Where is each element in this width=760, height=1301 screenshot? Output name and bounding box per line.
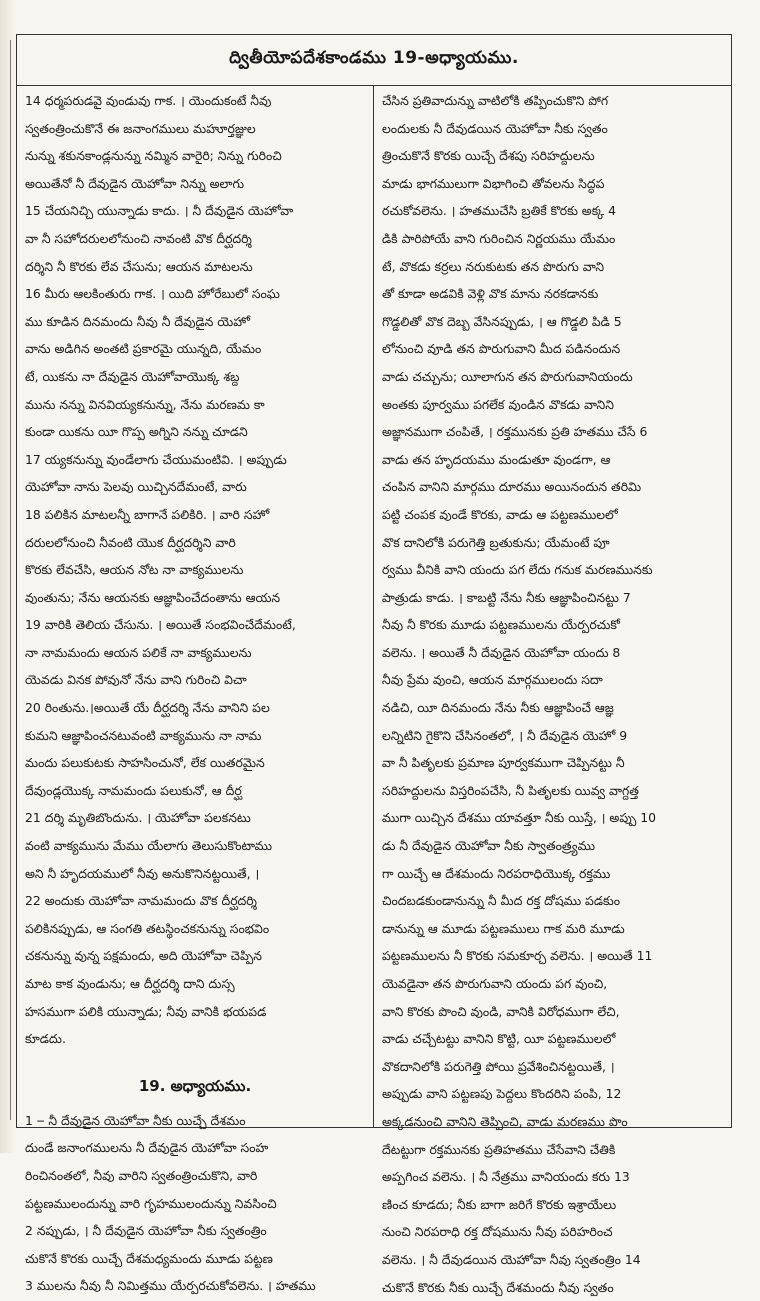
text-line: నీవు ప్రేమ వుంచి, ఆయన మార్గములందు సదా bbox=[382, 672, 603, 688]
text-line: లందులకు నీ దేవుడయిన యెహోవా నీకు స్వతం bbox=[382, 120, 608, 136]
text-line: నా నామమందు ఆయన పలికే నా వాక్యములను bbox=[25, 644, 252, 660]
text-line: మును నన్ను వినవియ్యకనున్ను, నేను మరణమ కా bbox=[25, 396, 265, 412]
text-line: లన్నిటిని గైకొని చేసినంతలో, । నీ దేవుడైన యెహో 9 bbox=[382, 727, 628, 743]
text-line: మాడు భాగములుగా విభాగించి తోవలను సిద్ధప bbox=[382, 175, 605, 191]
text-line: నడిచి, యీ దినమందు నేను నీకు ఆజ్ఞాపించే ఆజ్ఞ bbox=[382, 700, 614, 716]
text-line: 22 అందుకు యెహోవా నామమందు వొక దీర్ఘదర్శి bbox=[25, 893, 257, 909]
text-line: రించినంతలో, నీవు వారిని స్వతంత్రించుకొని, వారి bbox=[25, 1167, 258, 1183]
text-line: చంపిన వానిని మార్గము దూరము అయినందున తరిమి bbox=[382, 479, 642, 495]
text-line: వాను అడిగిన అంతటి ప్రకారమై యున్నది, యేమం bbox=[25, 341, 262, 357]
text-line: యెవడైనా తన పొరుగువాని యందు పగ వుంచి, bbox=[382, 976, 608, 991]
text-line: పట్టి చంపక వుండే కొరకు, వాడు ఆ పట్టణములలో bbox=[382, 506, 618, 522]
text-line: చుకొనే కొరకు నీకు యిచ్చే దేశమందు నీవు స్వతం bbox=[382, 1279, 614, 1295]
page-frame bbox=[16, 34, 732, 1295]
text-line: గా యిచ్చే ఆ దేశమందు నిరపరాధియొక్క రక్తము bbox=[382, 865, 611, 881]
text-line: వంటి వాక్యమును మేము యేలాగు తెలుసుకొంటాము bbox=[25, 838, 273, 854]
left-column bbox=[17, 85, 374, 1294]
text-line: 16 మీరు ఆలకింతురు గాక. । యిది హోరేబులో సంఘ bbox=[25, 286, 280, 302]
text-line: వలెను. । నీ దేవుడయిన యెహోవా నీవు స్వతంత్రిం 14 bbox=[382, 1251, 641, 1267]
text-line: మాట కాక వుండును; ఆ దీర్ఘదర్శి దాని దుస్స bbox=[25, 976, 235, 991]
text-line: మందు పలుకుటకు సాహసించునో, లేక యితరమైన bbox=[25, 755, 265, 771]
text-line: 14 ధర్మపరుడవై వుండువు గాక. । యెందుకంటే నీవు bbox=[25, 93, 272, 108]
text-line: నున్ను శకునకాండ్లనున్ను నమ్మిన వారైరి; నిన్ను గురించి bbox=[25, 148, 282, 164]
text-line: 1 ౼ నీ దేవుడైన యెహోవా నీకు యిచ్చే దేశమం bbox=[25, 1112, 246, 1128]
text-line: వుంతును; నేను ఆయనకు ఆజ్ఞాపించేదంతాను ఆయన bbox=[25, 589, 281, 605]
text-line: వాడు చచ్చును; యీలాగున తన పొరుగువానియందు bbox=[382, 368, 633, 384]
text-line: దర్శిని నీ కొరకు లేవ చేసును; ఆయన మాటలను bbox=[25, 258, 253, 274]
page-title: ద్వితీయోపదేశకాండము 19-అధ్యాయము. bbox=[229, 48, 519, 68]
text-line: అంతకు పూర్వము పగలేక వుండిన వొకడు వానిని bbox=[382, 396, 614, 412]
page-header bbox=[17, 35, 731, 86]
text-line: ణించ కూడదు; నీకు బాగా జరిగే కొరకు ఇశ్రాయేలు bbox=[382, 1196, 617, 1212]
text-line: వొకదానిలోకి పరుగెత్తి పోయి ప్రవేశించినట్టయితే, । bbox=[382, 1058, 615, 1074]
text-line: దేవుండ్లయొక్క నామమందు పలుకునో, ఆ దీర్ఘ bbox=[25, 782, 242, 798]
text-line: అప్పుడు వాని పట్టణపు పెద్దలు కొందరిని పంపి, 12 bbox=[382, 1086, 622, 1102]
text-line: సరిహద్దులను విస్తరింపచేసి, నీ పితృలకు యివ్వ వాగ్దత్త bbox=[382, 782, 639, 798]
text-line: వాడు చచ్చేటట్టు వానిని కొట్టి, యీ పట్టణములలో bbox=[382, 1031, 616, 1047]
text-line: డానున్ను ఆ మూడు పట్టణములు గాక మరి మూడు bbox=[382, 920, 625, 936]
chapter-heading: 19. అధ్యాయము. bbox=[138, 1076, 252, 1095]
text-line: వా నీ సహోదరులలోనుంచి నావంటి వొక దీర్ఘదర్శి bbox=[25, 230, 252, 246]
text-line: వలెను. । అయితే నీ దేవుడైన యెహోవా యందు 8 bbox=[382, 644, 621, 660]
text-line: 17 య్యకనున్ను వుండేలాగు చేయుమంటివి. । అప్పుడు bbox=[25, 451, 287, 467]
text-line: పట్టణములందున్ను వారి గృహములందున్ను నివసించి bbox=[25, 1195, 277, 1211]
text-line: యెవడు వినక పోవునో నేను వాని గురించి విచా bbox=[25, 672, 247, 688]
text-line: వాని కొరకు పొంచి వుండి, వానికి విరోధముగా లేచి, bbox=[382, 1003, 620, 1019]
text-line: అప్పగించ వలెను. । నీ నేత్రము వానియందు కరు 13 bbox=[382, 1169, 630, 1185]
text-line: 3 ములను నీవు నీ నిమిత్తము యేర్పరచుకోవలెను. । హతము bbox=[25, 1278, 316, 1294]
text-line: వొక దానిలోకి పరుగెత్తి బ్రతుకును; యేమంటే పూ bbox=[382, 534, 610, 550]
text-line: వా నీ పితృలకు ప్రమాణ పూర్వకముగా చెప్పినట్టు నీ bbox=[382, 755, 625, 771]
text-columns bbox=[17, 85, 731, 1295]
text-line: పట్టణములను నీ కొరకు సమకూర్చ వలెను. । అయితే 11 bbox=[382, 948, 653, 964]
text-line: కూడదు. bbox=[25, 1031, 66, 1047]
text-line: దుండే జనాంగములను నీ దేవుడైన యెహోవా సంహ bbox=[25, 1140, 269, 1156]
text-line: యెహోవా నాను పెలవు యిచ్చినదేమంటే, వారు bbox=[25, 479, 247, 495]
page-left-edge bbox=[0, 0, 16, 1153]
text-line: నీవు నీ కొరకు మూడు పట్టణములను యేర్పరచుకో bbox=[382, 617, 620, 633]
text-line: టే, యికను నా దేవుడైన యెహోవాయొక్క శబ్ద bbox=[25, 368, 240, 384]
text-line: గొడ్డలితో వొక దెబ్బ వేసినప్పుడు, । ఆ గొడ్డలి పిడి 5 bbox=[382, 313, 622, 329]
text-line: లోనుంచి వూడి తన పొరుగువాని మీద పడినందున bbox=[382, 341, 621, 357]
text-line: అక్కడనుంచి వానిని తెప్పించి, వాడు మరణము పొం bbox=[382, 1113, 628, 1129]
text-line: కుమని ఆజ్ఞాపించనటువంటి వాక్యమును నా నామ bbox=[25, 727, 262, 743]
text-line: టే, వొకడు కర్రలు నరుకుటకు తన పొరుగు వాని bbox=[382, 258, 605, 274]
text-line: దేటట్టుగా రక్తమునకు ప్రతిహతము చేసేవాని చేతికి bbox=[382, 1141, 616, 1157]
text-line: చకనున్ను వున్న పక్షమందు, అది యెహోవా చెప్పిన bbox=[25, 948, 262, 964]
text-line: త్రించుకొనే కొరకు యిచ్చే దేశపు సరిహద్దులను bbox=[382, 148, 595, 164]
text-line: వాడు తన హృదయము మండుతూ వుండగా, ఆ bbox=[382, 451, 611, 467]
text-line: చేసిన ప్రతివాదున్ను వాటిలోకి తప్పించుకొని పోగ bbox=[382, 93, 609, 108]
text-line: చిందబడకుండానున్ను నీ మీద రక్త దోషము పడకుం bbox=[382, 893, 621, 909]
text-line: అని నీ హృదయములో నీవు అనుకొనినట్టయితే, । bbox=[25, 865, 260, 881]
text-line: చుకొనే కొరకు యిచ్చే దేశమధ్యమందు మూడు పట్టణ bbox=[25, 1250, 273, 1266]
text-line: అజ్ఞానముగా చంపితే, । రక్తమునకు ప్రతి హతము చేసే 6 bbox=[382, 424, 648, 440]
text-line: డికి పారిపోయే వాని గురించిన నిర్ణయము యేమం bbox=[382, 230, 616, 246]
text-line: అయితేనో నీ దేవుడైన యెహోవా నిన్ను అలాగు bbox=[25, 175, 245, 191]
text-line: ముగా యిచ్చిన దేశము యావత్తూ నీకు యిస్తే, । అప్పు 10 bbox=[382, 810, 656, 826]
text-line: 21 దర్శి మృతిబొందును. । యెహోవా పలకనటు bbox=[25, 810, 251, 826]
binding-margin-line bbox=[10, 40, 11, 1120]
text-line: కొరకు లేవచేసి, ఆయన నోట నా వాక్యములను bbox=[25, 562, 244, 578]
text-line: పలికినప్పుడు, ఆ సంగతి తటస్థించకనున్ను సంభవిం bbox=[25, 920, 270, 936]
text-line: ర్వము వీనికి వాని యందు పగ లేదు గనుక మరణమునకు bbox=[382, 562, 653, 578]
text-line: 15 చేయనిచ్చి యున్నాడు కాదు. । నీ దేవుడైన యెహోవా bbox=[25, 203, 294, 219]
text-line: రచుకోవలెను. । హతముచేసి బ్రతికే కొరకు అక్క 4 bbox=[382, 203, 616, 219]
text-line: తో కూడా అడవికి వెళ్లి వొక మాను నరకడానకు bbox=[382, 286, 599, 302]
right-column bbox=[374, 85, 731, 1295]
text-line: ము కూడిన దినమందు నీవు నీ దేవుడైన యెహో bbox=[25, 313, 250, 329]
text-line: డు నీ దేవుడైన యెహోవా నీకు స్వాతంత్ర్యము bbox=[382, 838, 596, 854]
text-line: 19 వారికి తెలియ చేసును. । అయితే సంభవించేదేమంటే, bbox=[25, 617, 296, 633]
text-line: హసముగా పలికి యున్నాడు; నీవు వానికి భయపడ bbox=[25, 1003, 267, 1019]
text-line: స్వతంత్రించుకొనే ఈ జనాంగములు మహూర్తజ్ఞుల bbox=[25, 120, 256, 136]
text-line: కుండా యికను యీ గొప్ప అగ్నిని నన్ను చూడని bbox=[25, 424, 248, 440]
text-line: 20 రింతును.।అయితే యే దీర్ఘదర్శి నేను వానిని పల bbox=[25, 700, 270, 716]
text-line: 2 నప్పుడు, । నీ దేవుడైన యెహోవా నీకు స్వతంత్రిం bbox=[25, 1223, 267, 1239]
text-line: పాత్రుడు కాడు. । కాబట్టి నేను నీకు ఆజ్ఞాపించినట్టు 7 bbox=[382, 589, 631, 605]
text-line: 18 పలికిన మాటలన్నీ బాగానే పలికిరి. । వారి సహో bbox=[25, 506, 270, 522]
text-line: నుంచి నిరపరాధి రక్త దోషమును నీవు పరిహరించ bbox=[382, 1224, 613, 1240]
text-line: దరులలోనుంచి నీవంటి యొక దీర్ఘదర్శిని వారి bbox=[25, 534, 236, 550]
